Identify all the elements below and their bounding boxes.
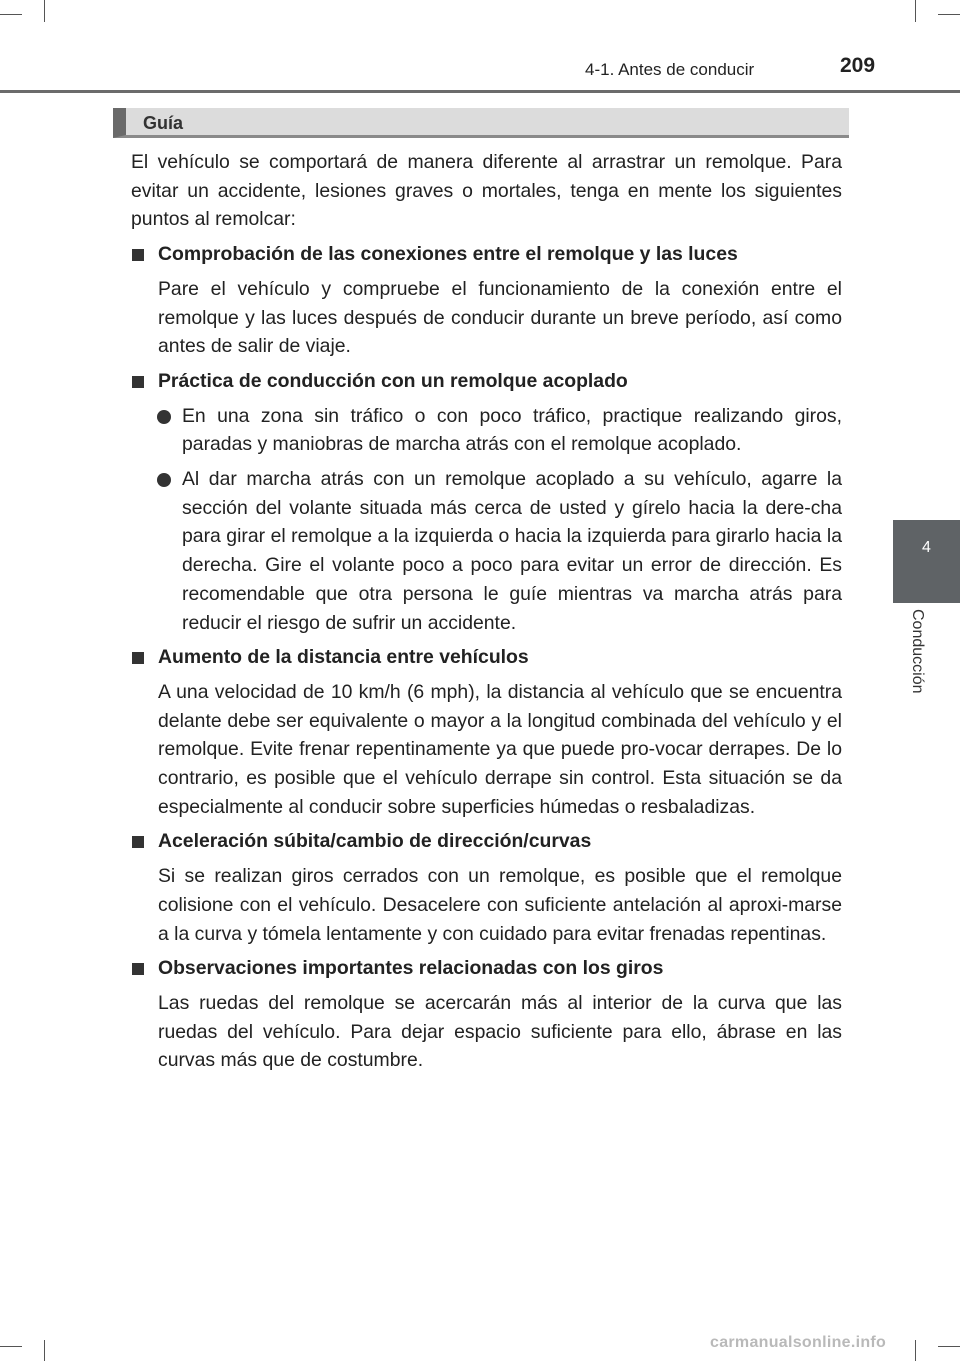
section-heading — [131, 367, 842, 396]
square-bullet-icon — [132, 836, 144, 848]
main-content — [131, 148, 842, 1081]
section-paragraph: Si se realizan giros cerrados con un remolque, es posible que el remolque colisione con el vehículo. Desacelere con suficiente antelación al aproxi-marse a la curva y tómela lentamente y con cuidado para evitar frenadas repentinas. — [158, 865, 842, 945]
crop-mark — [44, 1340, 45, 1361]
guide-box-header — [113, 108, 849, 138]
crop-mark — [44, 0, 45, 22]
section-paragraph: Las ruedas del remolque se acercarán más al interior de la curva que las ruedas del vehículo. Para dejar espacio suficiente para ello, ábrase en las curvas más que de costumbre. — [158, 991, 842, 1072]
square-bullet-icon — [132, 249, 144, 261]
crop-mark — [0, 1346, 22, 1347]
crop-mark — [915, 1340, 916, 1361]
header-divider — [0, 90, 960, 93]
section-heading — [131, 827, 842, 856]
section-heading-text: Aumento de la distancia entre vehículos — [158, 646, 529, 669]
round-bullet-icon — [157, 410, 171, 424]
section-heading-text: Práctica de conducción con un remolque acoplado — [158, 369, 628, 392]
chapter-tab-label: Conducción — [909, 609, 926, 694]
bullet-item — [131, 465, 842, 637]
square-bullet-icon — [132, 963, 144, 975]
header-section-title: 4-1. Antes de conducir — [585, 60, 755, 79]
intro-paragraph: El vehículo se comportará de manera diferente al arrastrar un remolque. Para evitar un accidente, lesiones graves o mortales, tenga en mente los siguientes puntos al remolcar: — [131, 151, 842, 231]
bullet-text: En una zona sin tráfico o con poco tráfico, practique realizando giros, paradas y maniobras de marcha atrás con el remolque acoplado. — [182, 404, 842, 456]
section-heading-text: Comprobación de las conexiones entre el remolque y las luces — [158, 243, 738, 266]
section-heading-text: Aceleración súbita/cambio de dirección/curvas — [158, 830, 592, 853]
crop-mark — [938, 1346, 960, 1347]
section-heading — [131, 954, 842, 983]
bullet-item — [131, 402, 842, 459]
section-heading — [131, 643, 842, 672]
round-bullet-icon — [157, 473, 171, 487]
crop-mark — [0, 14, 22, 15]
page-number: 209 — [840, 54, 876, 77]
bullet-text: Al dar marcha atrás con un remolque acoplado a su vehículo, agarre la sección del volante situada más cerca de usted y gírelo hacia la dere-cha para girar el remolque a la izquierda o hacia la izquierda para girarlo hacia la derecha. Gire el volante poco a poco para evitar un error de dirección. Es recomendable que otra persona le guíe mientras va marcha atrás para reducir el riesgo de sufrir un accidente. — [182, 468, 842, 634]
square-bullet-icon — [132, 652, 144, 664]
section-paragraph: Pare el vehículo y compruebe el funcionamiento de la conexión entre el remolque y las luces después de conducir durante un breve período, así como antes de salir de viaje. — [158, 277, 842, 358]
guide-box-title: Guía — [143, 113, 184, 133]
section-paragraph: A una velocidad de 10 km/h (6 mph), la distancia al vehículo que se encuentra delante debe ser equivalente o mayor a la longitud combinada del vehículo y el remolque. Evite frenar repentinamente ya que puede pro-vocar derrapes. De lo contrario, es posible que el vehículo derrape sin control. Esta situación se da especialmente al conducir sobre superficies húmedas o resbaladizas. — [158, 680, 842, 818]
crop-mark — [938, 14, 960, 15]
watermark: carmanualsonline.info — [710, 1334, 887, 1351]
crop-mark — [915, 0, 916, 22]
square-bullet-icon — [132, 376, 144, 388]
section-heading — [131, 240, 842, 269]
chapter-tab — [893, 603, 960, 733]
chapter-tab-number: 4 — [893, 520, 960, 603]
section-heading-text: Observaciones importantes relacionadas con los giros — [158, 957, 664, 980]
